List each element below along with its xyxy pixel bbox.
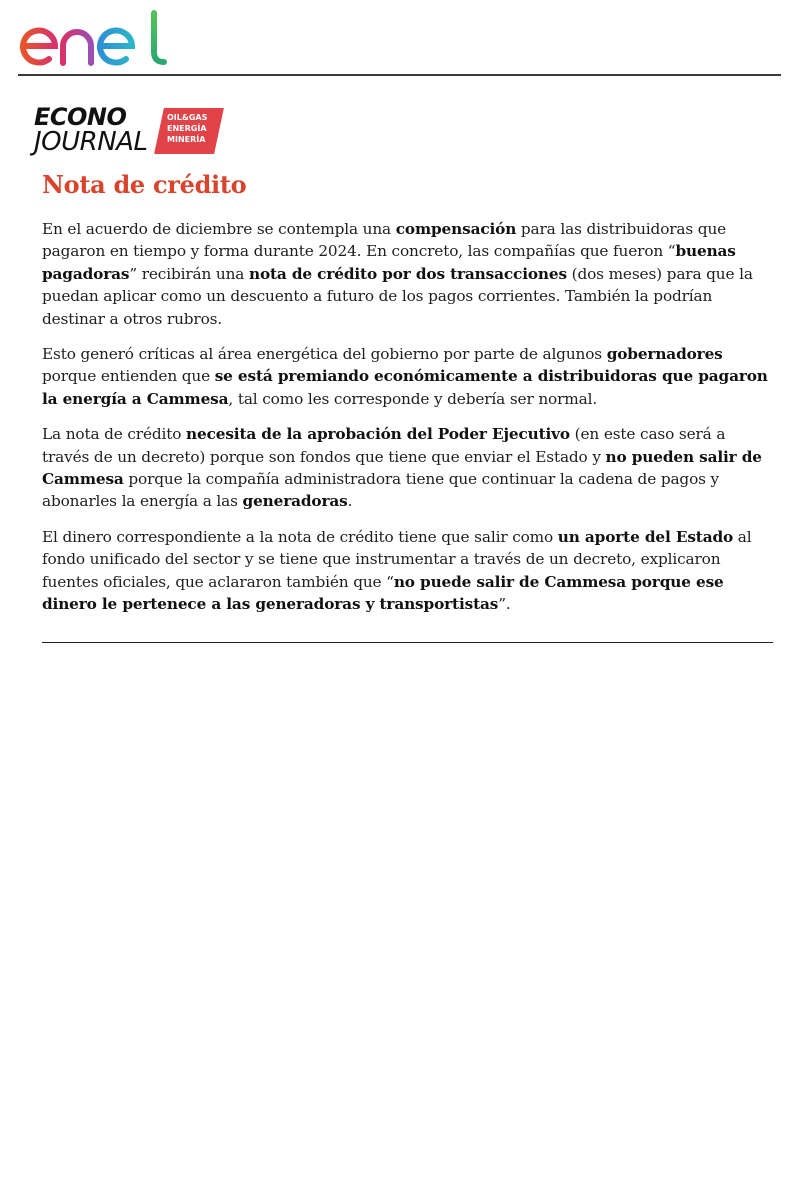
paragraph-text: porque entienden que	[42, 367, 215, 386]
article-end-divider	[42, 642, 773, 643]
article-paragraph	[42, 526, 770, 616]
logo-badge-text	[167, 112, 217, 145]
emphasis-text: compensación	[395, 220, 517, 238]
paragraph-text: El dinero correspondiente a la nota de crédito tiene que salir como	[42, 527, 558, 546]
header-divider	[18, 74, 781, 76]
article-body	[42, 218, 770, 629]
enel-logo-icon	[18, 10, 170, 68]
paragraph-text: , tal como les corresponde y debería ser normal.	[228, 389, 598, 408]
emphasis-text: se está premiando económicamente a distribuidoras que pagaron la energía a Cammesa	[42, 367, 768, 408]
paragraph-text: .	[347, 492, 353, 511]
article-paragraph	[42, 218, 770, 330]
paragraph-text: (dos meses) para que la puedan aplicar como un descuento a futuro de los pagos corrientes. También la podrían destinar a otros rubros.	[42, 264, 753, 328]
article-paragraph	[42, 423, 770, 513]
article-paragraph	[42, 343, 770, 410]
paragraph-text: ” recibirán una	[129, 264, 249, 283]
emphasis-text: un aporte del Estado	[557, 527, 734, 546]
logo-word-journal: JOURNAL	[34, 127, 148, 157]
badge-line-mineria: MINERÍA	[167, 135, 206, 144]
econojournal-logo[interactable]	[34, 104, 234, 156]
badge-line-energia: ENERGÍA	[167, 124, 207, 133]
paragraph-text: La nota de crédito	[42, 425, 187, 444]
emphasis-text: no puede salir de Cammesa porque ese dinero le pertenece a las generadoras y transportistas	[42, 572, 724, 614]
paragraph-text: para las distribuidoras que pagaron en tiempo y forma durante 2024. En concreto, las compañías que fueron “	[42, 220, 727, 261]
article-section-title: Nota de crédito	[42, 170, 247, 199]
paragraph-text: ”.	[498, 595, 511, 614]
emphasis-text: nota de crédito por dos transacciones	[248, 264, 567, 283]
emphasis-text: necesita de la aprobación del Poder Ejecutivo	[186, 425, 570, 444]
emphasis-text: generadoras	[242, 492, 348, 511]
badge-line-oil-gas: OIL&GAS	[167, 113, 208, 122]
paragraph-text: (en este caso será a través de un decreto) porque son fondos que tiene que enviar el Estado y	[42, 425, 726, 466]
paragraph-text: En el acuerdo de diciembre se contempla una	[42, 220, 396, 238]
emphasis-text: buenas pagadoras	[42, 242, 736, 283]
paragraph-text: porque la compañía administradora tiene que continuar la cadena de pagos y abonarles la energía a las	[42, 470, 720, 511]
emphasis-text: no pueden salir de Cammesa	[42, 447, 762, 489]
logo-word-econo: ECONO	[34, 103, 127, 131]
paragraph-text: Esto generó críticas al área energética del gobierno por parte de algunos	[42, 345, 607, 364]
emphasis-text: gobernadores	[606, 345, 723, 364]
paragraph-text: al fondo unificado del sector y se tiene que instrumentar a través de un decreto, explicaron fuentes oficiales, que aclararon también que “	[42, 527, 752, 591]
